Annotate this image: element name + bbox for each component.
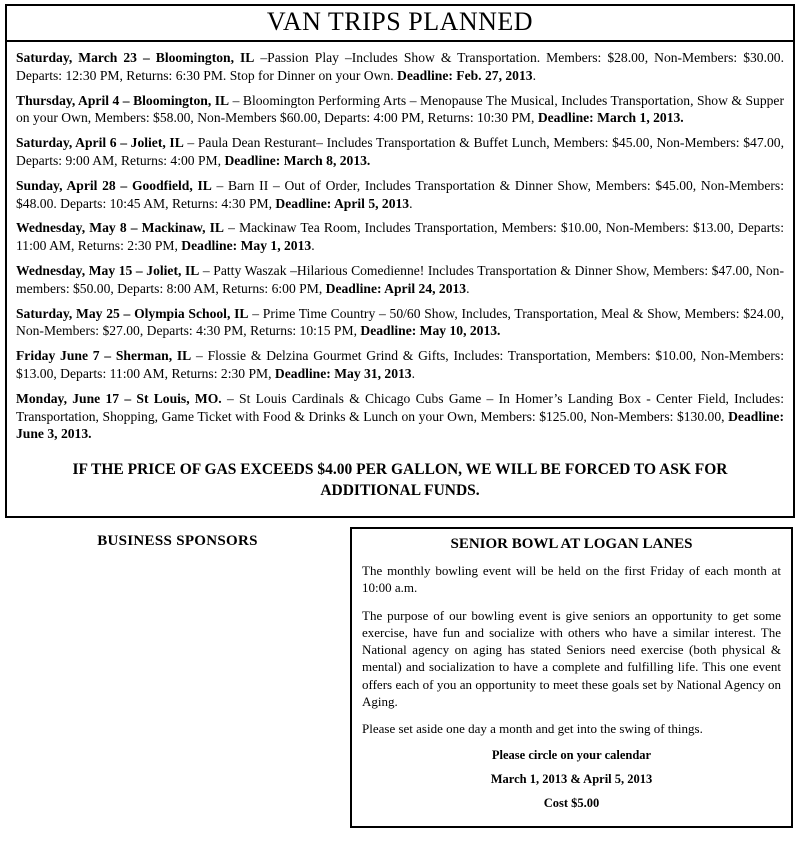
trip-details: – Prime Time Country – 50/60 Show, Includes, Transportation, Meal & Show, Members: $24.00, Non-Members: $27.00, Departs: 4:30 PM, Returns: 10:15 PM, (16, 305, 784, 339)
trip-details: – St Louis Cardinals & Chicago Cubs Game – In Homer’s Landing Box - Center Field, Includes: Transportation, Shopping, Game Ticket with Food & Drinks & Lunch on your Own, Members: $125.00, Non-Members: $130.00, (16, 390, 784, 424)
trip-deadline: Deadline: April 24, 2013 (325, 280, 467, 296)
trip-details: –Passion Play –Includes Show & Transportation. Members: $28.00, Non-Members: $30.00. Departs: 12:30 PM, Returns: 6:30 PM. Stop for Dinner on your Own. (16, 50, 784, 83)
trip-entry (16, 49, 784, 85)
trip-entry (16, 347, 784, 383)
cost-line: Cost $5.00 (543, 795, 600, 810)
trip-end: . (532, 67, 536, 83)
trip-entry (16, 177, 784, 213)
trip-details: – Bloomington Performing Arts – Menopause The Musical, Includes Transportation, Show & Supper on your Own, Members: $58.00, Non-Members $60.00, Departs: 4:00 PM, Returns: 10:30 PM, (16, 92, 784, 126)
trip-details: – Barn II – Out of Order, Includes Transportation & Dinner Show, Members: $45.00, Non-Members: $48.00. Departs: 10:45 AM, Returns: 4:30 PM, (16, 177, 784, 211)
calendar-note: Please circle on your calendar (491, 747, 652, 762)
senior-bowl-paragraph: The purpose of our bowling event is give seniors an opportunity to get some exercise, have fun and socialize with others who have a similar interest. The National agency on aging has stated Seniors need exercise (both physical & mental) and socialization to have a complete and fulfilling life. This one event offers each of you an opportunity to meet these goals set by National Agency on Aging. (362, 607, 781, 709)
senior-bowl-title: SENIOR BOWL AT LOGAN LANES (450, 535, 693, 552)
trip-deadline: Deadline: May 10, 2013. (360, 323, 501, 339)
trip-end: . (466, 280, 470, 296)
trip-deadline: Deadline: May 1, 2013 (181, 238, 312, 254)
calendar-dates: March 1, 2013 & April 5, 2013 (490, 771, 653, 786)
trip-entry (16, 219, 784, 255)
trip-date-location: Sunday, April 28 – Goodfield, IL (16, 177, 212, 193)
trip-date-location: Thursday, April 4 – Bloomington, IL (16, 92, 230, 108)
trip-date-location: Monday, June 17 – St Louis, MO. (16, 390, 222, 406)
bottom-section (5, 527, 795, 828)
trip-date-location: Saturday, March 23 – Bloomington, IL (16, 50, 255, 65)
senior-bowl-paragraph: The monthly bowling event will be held on the first Friday of each month at 10:00 a.m. (362, 562, 781, 596)
trip-entry (16, 262, 784, 298)
trip-deadline: Deadline: March 8, 2013. (224, 152, 371, 168)
trip-date-location: Friday June 7 – Sherman, IL (16, 348, 192, 364)
van-trips-title-box (5, 4, 795, 42)
trip-deadline: Deadline: Feb. 27, 2013 (397, 67, 533, 83)
trip-deadline: Deadline: April 5, 2013 (275, 195, 410, 211)
trip-deadline: Deadline: March 1, 2013. (537, 110, 684, 126)
trip-entry (16, 92, 784, 128)
trip-end: . (409, 195, 413, 211)
trip-date-location: Saturday, April 6 – Joliet, IL (16, 135, 184, 151)
trip-entry (16, 390, 784, 443)
senior-bowl-box (350, 527, 793, 828)
trip-deadline: Deadline: May 31, 2013 (274, 365, 412, 381)
senior-bowl-paragraph: Please set aside one day a month and get into the swing of things. (362, 721, 703, 737)
trip-date-location: Saturday, May 25 – Olympia School, IL (16, 305, 249, 321)
trip-details: – Mackinaw Tea Room, Includes Transportation, Members: $10.00, Non-Members: $13.00, Departs: 11:00 AM, Returns: 2:30 PM, (16, 220, 784, 254)
trip-details: – Flossie & Delzina Gourmet Grind & Gifts, Includes: Transportation, Members: $10.00, Non-Members: $13.00, Departs: 11:00 AM, Returns: 2:30 PM, (16, 348, 784, 381)
page-title: VAN TRIPS PLANNED (266, 7, 534, 36)
van-trips-list (5, 42, 795, 518)
gas-price-warning: IF THE PRICE OF GAS EXCEEDS $4.00 PER GALLON, WE WILL BE FORCED TO ASK FOR ADDITIONAL FUNDS. (72, 461, 728, 500)
trip-date-location: Wednesday, May 8 – Mackinaw, IL (16, 220, 224, 236)
business-sponsors-heading: BUSINESS SPONSORS (97, 532, 258, 549)
trip-details: – Patty Waszak –Hilarious Comedienne! Includes Transportation & Dinner Show, Members: $47.00, Non-members: $50.00, Departs: 8:00 AM, Returns: 6:00 PM, (16, 262, 784, 296)
trip-entry (16, 305, 784, 341)
trip-end: . (411, 365, 416, 381)
trip-deadline: Deadline: June 3, 2013. (16, 408, 784, 442)
trip-entry (16, 134, 784, 170)
trip-date-location: Wednesday, May 15 – Joliet, IL (16, 262, 200, 278)
trip-end: . (311, 238, 315, 254)
trip-details: – Paula Dean Resturant– Includes Transportation & Buffet Lunch, Members: $45.00, Non-Members: $47.00, Departs: 9:00 AM, Returns: 4:00 PM, (16, 135, 785, 168)
